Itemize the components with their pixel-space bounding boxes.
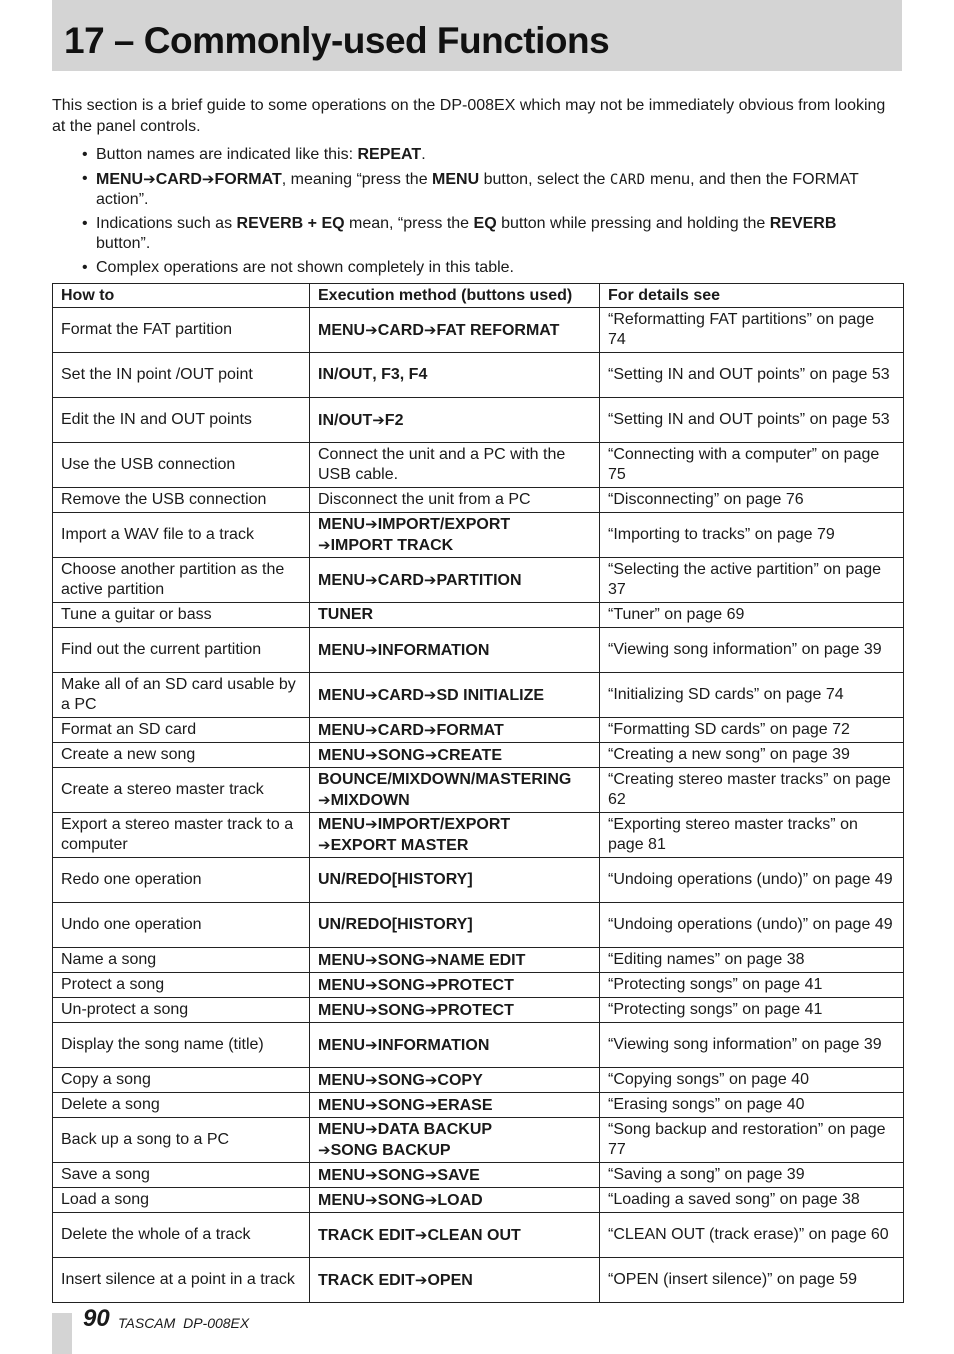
cell-details: “Formatting SD cards” on page 72 [600,718,904,743]
button-name: CREATE [437,746,502,764]
arrow-icon: ➔ [424,745,438,764]
cell-details: “Undoing operations (undo)” on page 49 [600,858,904,903]
cell-method [310,858,600,903]
cell-how-to: Back up a song to a PC [53,1118,310,1163]
page-title: 17 – Commonly-used Functions [64,20,610,61]
method-text: , [372,366,382,383]
button-name: CARD [377,571,424,589]
table-row [53,1093,904,1118]
cell-method [310,1258,600,1303]
cell-how-to: Set the IN point /OUT point [53,353,310,398]
cell-method [310,1213,600,1258]
arrow-icon: ➔ [365,950,378,969]
cell-details: “Connecting with a computer” on page 75 [600,443,904,488]
button-name: TRACK EDIT [318,1271,415,1289]
button-name: IMPORT/EXPORT [377,516,511,533]
button-name: MENU [318,816,366,833]
button-name: TUNER [318,606,374,623]
cell-details: “Saving a song” on page 39 [600,1163,904,1188]
cell-how-to: Un-protect a song [53,998,310,1023]
cell-method [310,813,600,858]
table-row [53,768,904,813]
method-bold: IN/OUT [318,366,373,383]
table-row [53,1068,904,1093]
cell-method [310,948,600,973]
cell-details: “Initializing SD cards” on page 74 [600,673,904,718]
bullet-bold: CARD [155,171,202,188]
cell-how-to: Redo one operation [53,858,310,903]
arrow-icon: ➔ [365,570,378,589]
button-name: IN/OUT [318,411,373,429]
arrow-icon: ➔ [365,685,378,704]
button-name: TRACK EDIT [318,1226,415,1244]
arrow-icon: ➔ [424,1095,438,1114]
list-item [82,145,882,165]
cell-details: “Exporting stereo master tracks” on page 81 [600,813,904,858]
cell-how-to: Edit the IN and OUT points [53,398,310,443]
button-name: COPY [437,1071,483,1089]
bullet-text: menu, and then the FORMAT action”. [96,171,859,208]
bullet-text: Complex operations are not shown completely in this table. [96,259,514,276]
header-how-to: How to [53,284,310,308]
table-row [53,558,904,603]
arrow-icon: ➔ [365,745,378,764]
table-row [53,513,904,558]
cell-how-to: Format an SD card [53,718,310,743]
cell-method [310,1163,600,1188]
arrow-icon: ➔ [423,320,437,339]
button-name: SONG [377,746,425,764]
cell-method [310,998,600,1023]
button-name: EXPORT MASTER [330,837,469,854]
arrow-icon: ➔ [423,720,437,739]
table-row [53,1163,904,1188]
notation-list [82,145,882,282]
cell-method: Connect the unit and a PC with the USB cable. [310,443,600,488]
cell-details: “CLEAN OUT (track erase)” on page 60 [600,1213,904,1258]
method-bold: F3 [381,366,400,383]
list-item [82,169,882,210]
button-name: SONG BACKUP [330,1142,451,1159]
cell-method [310,718,600,743]
button-name: INFORMATION [377,1036,490,1054]
cell-how-to: Copy a song [53,1068,310,1093]
cell-how-to: Load a song [53,1188,310,1213]
arrow-icon: ➔ [423,685,437,704]
table-row [53,488,904,513]
button-name: MENU [318,571,366,589]
table-row [53,1258,904,1303]
button-name: INFORMATION [377,641,490,659]
cell-method [310,1118,600,1163]
cell-how-to: Create a new song [53,743,310,768]
button-name: FORMAT [436,721,504,739]
cell-details: “Viewing song information” on page 39 [600,1023,904,1068]
bullet-bold: REVERB [769,215,837,232]
table-row [53,353,904,398]
arrow-icon: ➔ [365,1165,378,1184]
button-name: PROTECT [437,976,514,994]
cell-details: “Loading a saved song” on page 38 [600,1188,904,1213]
cell-how-to: Use the USB connection [53,443,310,488]
bullet-text: mean, “press the [344,215,474,232]
cell-method [310,398,600,443]
cell-method: Disconnect the unit from a PC [310,488,600,513]
arrow-icon: ➔ [414,1270,428,1289]
table-row [53,1188,904,1213]
button-name: LOAD [437,1191,483,1209]
table-row [53,1023,904,1068]
cell-details: “Setting IN and OUT points” on page 53 [600,398,904,443]
cell-how-to: Format the FAT partition [53,308,310,353]
cell-how-to: Delete a song [53,1093,310,1118]
cell-method [310,743,600,768]
cell-how-to: Delete the whole of a track [53,1213,310,1258]
cell-method [310,513,600,558]
intro-paragraph: This section is a brief guide to some operations on the DP-008EX which may not be immediately obvious from looking at the panel controls. [52,97,886,135]
cell-how-to: Name a song [53,948,310,973]
button-name: MENU [318,976,366,994]
button-name: MENU [318,321,366,339]
cell-details: “Copying songs” on page 40 [600,1068,904,1093]
button-name: MENU [318,516,366,533]
cell-method [310,1188,600,1213]
button-name: SONG [377,1001,425,1019]
button-name: F2 [384,411,404,429]
cell-method [310,353,600,398]
table-row [53,998,904,1023]
arrow-icon: ➔ [365,640,378,659]
cell-details: “Protecting songs” on page 41 [600,973,904,998]
table-row [53,628,904,673]
table-header-row [53,284,904,308]
button-name: SONG [377,1166,425,1184]
cell-how-to: Remove the USB connection [53,488,310,513]
cell-method [310,1068,600,1093]
bullet-bold: MENU [432,171,480,188]
bullet-text: button, select the [479,171,610,188]
table-row [53,948,904,973]
bullet-bold: FORMAT [214,171,282,188]
button-name: MENU [318,1166,366,1184]
button-name: MENU [318,1121,366,1138]
cell-details: “Selecting the active partition” on page 37 [600,558,904,603]
table-row [53,813,904,858]
button-name: SAVE [437,1166,480,1184]
button-name: PROTECT [437,1001,514,1019]
button-name: CARD [377,721,424,739]
table-row [53,858,904,903]
arrow-icon: ➔ [424,1000,438,1019]
arrow-icon: ➔ [365,1035,378,1054]
table-row [53,743,904,768]
cell-details: “OPEN (insert silence)” on page 59 [600,1258,904,1303]
bullet-text: Indications such as [96,215,237,232]
cell-details: “Reformatting FAT partitions” on page 74 [600,308,904,353]
cell-how-to: Protect a song [53,973,310,998]
cell-method [310,1093,600,1118]
button-name: SONG [377,976,425,994]
cell-how-to: Tune a guitar or bass [53,603,310,628]
cell-method [310,903,600,948]
method-text: , [399,366,409,383]
button-name: SONG [377,1071,425,1089]
cell-how-to: Find out the current partition [53,628,310,673]
button-name: MENU [318,1191,366,1209]
cell-details: “Disconnecting” on page 76 [600,488,904,513]
arrow-icon: ➔ [365,320,378,339]
arrow-icon: ➔ [365,1070,378,1089]
cell-how-to: Undo one operation [53,903,310,948]
button-name: MENU [318,1071,366,1089]
bullet-bold: REVERB + EQ [236,215,345,232]
footer-tab [52,1313,72,1354]
button-name: DATA BACKUP [377,1121,493,1138]
arrow-icon: ➔ [424,1165,438,1184]
button-name: MENU [318,951,366,969]
arrow-icon: ➔ [318,1141,331,1159]
button-name: UN/REDO[HISTORY] [318,916,473,933]
arrow-icon: ➔ [372,410,385,429]
bullet-bold: EQ [473,215,497,232]
arrow-icon: ➔ [365,1190,378,1209]
bullet-text: button while pressing and holding the [496,215,770,232]
arrow-icon: ➔ [201,170,215,188]
cell-how-to: Make all of an SD card usable by a PC [53,673,310,718]
cell-method [310,1023,600,1068]
table-row [53,1118,904,1163]
arrow-icon: ➔ [365,975,378,994]
table-body [53,308,904,1303]
button-name: MENU [318,1001,366,1019]
button-name: IMPORT TRACK [330,537,454,554]
cell-method [310,628,600,673]
cell-method [310,973,600,998]
cell-how-to: Display the song name (title) [53,1023,310,1068]
table-row [53,973,904,998]
cell-method [310,558,600,603]
cell-method [310,768,600,813]
arrow-icon: ➔ [318,836,331,854]
cell-details: “Erasing songs” on page 40 [600,1093,904,1118]
cell-how-to: Create a stereo master track [53,768,310,813]
cell-details: “Importing to tracks” on page 79 [600,513,904,558]
button-name: IMPORT/EXPORT [377,816,511,833]
button-name: MENU [318,686,366,704]
cell-details: “Creating a new song” on page 39 [600,743,904,768]
cell-how-to: Choose another partition as the active partition [53,558,310,603]
functions-table [52,283,904,1303]
cell-details: “Creating stereo master tracks” on page 62 [600,768,904,813]
list-item [82,214,882,254]
button-name: FAT REFORMAT [436,321,560,339]
cell-details: “Protecting songs” on page 41 [600,998,904,1023]
cell-how-to: Save a song [53,1163,310,1188]
button-name: MIXDOWN [330,791,410,809]
cell-details: “Tuner” on page 69 [600,603,904,628]
arrow-icon: ➔ [143,170,156,188]
bullet-bold: MENU [96,171,144,188]
table-row [53,673,904,718]
button-name: BOUNCE/MIXDOWN/MASTERING [318,770,572,788]
button-name: MENU [318,641,366,659]
bullet-text: button”. [96,235,151,252]
table-row [53,398,904,443]
button-name: MENU [318,721,366,739]
bullet-text: Button names are indicated like this: [96,146,358,163]
arrow-icon: ➔ [365,720,378,739]
cell-details: “Setting IN and OUT points” on page 53 [600,353,904,398]
arrow-icon: ➔ [318,790,331,809]
button-name: CARD [377,686,424,704]
bullet-lcd-text: CARD [609,172,646,188]
cell-how-to: Insert silence at a point in a track [53,1258,310,1303]
button-name: MENU [318,746,366,764]
arrow-icon: ➔ [365,1000,378,1019]
button-name: CARD [377,321,424,339]
arrow-icon: ➔ [365,1095,378,1114]
header-execution-method: Execution method (buttons used) [310,284,600,308]
arrow-icon: ➔ [318,536,331,554]
bullet-text: . [421,146,426,163]
arrow-icon: ➔ [365,1120,378,1138]
bullet-bold: REPEAT [357,146,422,163]
cell-how-to: Export a stereo master track to a computer [53,813,310,858]
button-name: NAME EDIT [437,951,526,969]
button-name: MENU [318,1036,366,1054]
arrow-icon: ➔ [424,1190,438,1209]
cell-details: “Song backup and restoration” on page 77 [600,1118,904,1163]
footer-product: TASCAM DP-008EX [118,1315,250,1331]
cell-details: “Editing names” on page 38 [600,948,904,973]
table-row [53,308,904,353]
table-row [53,603,904,628]
button-name: CLEAN OUT [427,1226,521,1244]
arrow-icon: ➔ [424,1070,438,1089]
button-name: SONG [377,1191,425,1209]
button-name: UN/REDO[HISTORY] [318,871,473,888]
arrow-icon: ➔ [424,975,438,994]
button-name: SD INITIALIZE [436,686,545,704]
table-row [53,1213,904,1258]
cell-details: “Undoing operations (undo)” on page 49 [600,903,904,948]
arrow-icon: ➔ [365,815,378,833]
page-number: 90 [83,1305,110,1332]
arrow-icon: ➔ [423,570,437,589]
cell-method [310,308,600,353]
method-bold: F4 [408,366,428,383]
button-name: ERASE [437,1096,493,1114]
button-name: OPEN [427,1271,473,1289]
cell-method [310,603,600,628]
arrow-icon: ➔ [424,950,438,969]
table-row [53,903,904,948]
cell-method [310,673,600,718]
table-row [53,443,904,488]
arrow-icon: ➔ [414,1225,428,1244]
arrow-icon: ➔ [365,515,378,533]
button-name: SONG [377,951,425,969]
cell-details: “Viewing song information” on page 39 [600,628,904,673]
cell-how-to: Import a WAV file to a track [53,513,310,558]
list-item [82,258,882,278]
table-row [53,718,904,743]
button-name: MENU [318,1096,366,1114]
button-name: SONG [377,1096,425,1114]
button-name: PARTITION [436,571,522,589]
bullet-text: , meaning “press the [281,171,433,188]
header-details: For details see [600,284,904,308]
